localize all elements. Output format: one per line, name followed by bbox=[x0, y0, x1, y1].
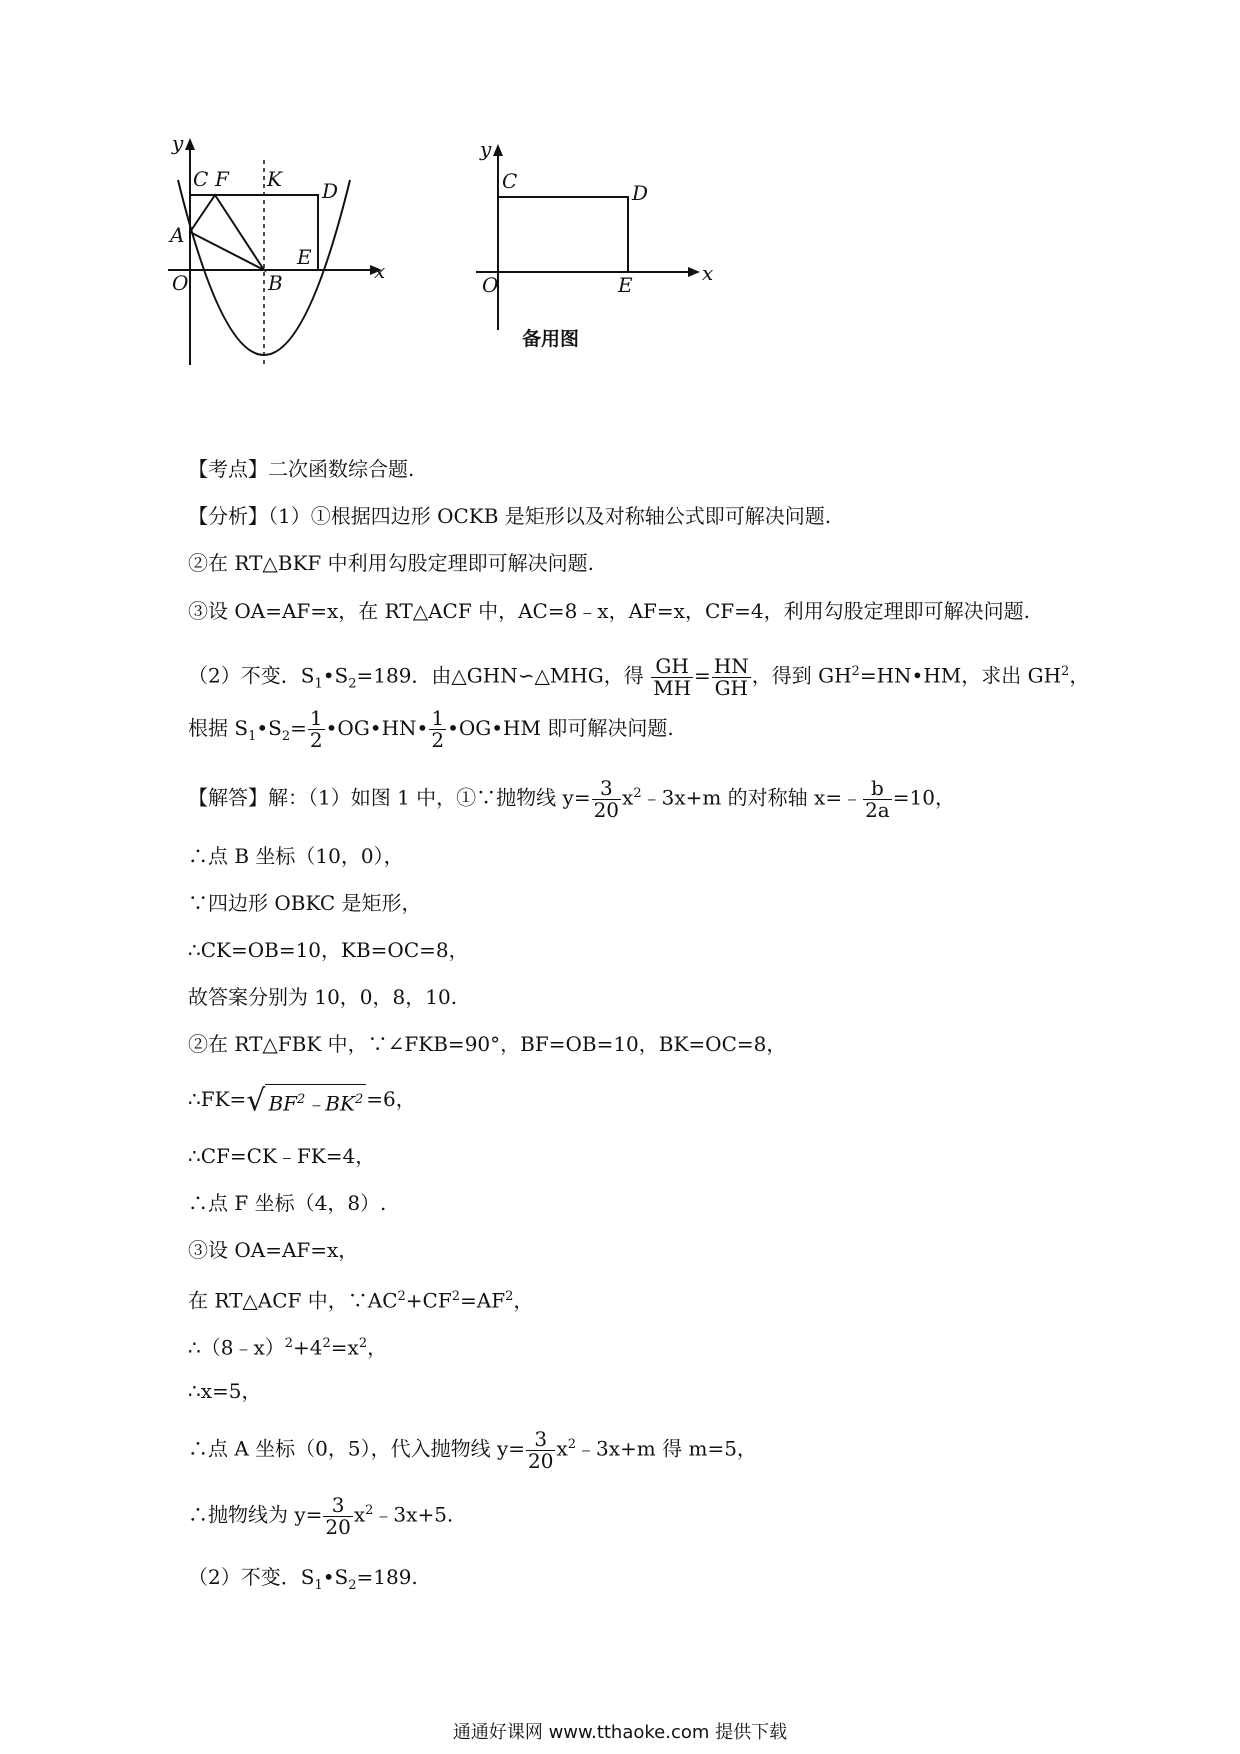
fig2-label-c: C bbox=[502, 169, 518, 193]
fenxi-line-2: ②在 RT△BKF 中利用勾股定理即可解决问题. bbox=[188, 551, 595, 575]
fig1-label-x: x bbox=[374, 259, 386, 283]
jieda-line-rect: ∵四边形 OBKC 是矩形， bbox=[188, 891, 422, 915]
fenxi-line-5: 根据 $S_1•S_2=$ $\frac{1}{2}$ •OG•HN• $\frac{1}{2}$ •OG•HM 即可解决问题. bbox=[188, 706, 674, 752]
jieda-line-ck: ∴CK=OB=10，KB=OC=8， bbox=[188, 938, 469, 962]
fig1-label-c: C bbox=[193, 167, 209, 191]
fenxi-line-4: （2）不变．$S_1•S_2=189$．由△GHN∽△MHG，得 $\frac{GH}{MH}$ = $\frac{HN}{GH}$ ，得到 $GH^2=HN•HM$，求出 $GH^2$， bbox=[188, 653, 1090, 700]
fraction-half-2: $\frac{1}{2}$ bbox=[431, 706, 445, 752]
jieda-line-set: ③设 OA=AF=x， bbox=[188, 1238, 359, 1262]
fig2-x-arrow bbox=[688, 267, 700, 277]
fig2-label-y: y bbox=[480, 137, 492, 161]
figure-1-parabola bbox=[150, 120, 420, 420]
fig2-y-arrow bbox=[493, 144, 503, 156]
fig1-label-k: K bbox=[267, 167, 282, 191]
fig2-label-e: E bbox=[618, 273, 633, 297]
fraction-b-2a: $\frac{b}{2a}$ bbox=[865, 775, 890, 822]
kaodian-line: 【考点】二次函数综合题. bbox=[188, 457, 415, 481]
jieda-line-parabola: ∴抛物线为 y= $\frac{3}{20}$ $x^2﹣3x+5$. bbox=[188, 1492, 454, 1539]
fig2-label-o: O bbox=[482, 273, 499, 297]
jieda-line-ans: 故答案分别为 10，0，8，10. bbox=[188, 985, 458, 1009]
jieda-line-b: ∴点 B 坐标（10，0）， bbox=[188, 844, 404, 868]
fraction-3-20-b: $\frac{3}{20}$ bbox=[528, 1426, 554, 1473]
fig2-rectangle bbox=[498, 197, 628, 272]
fig1-label-f: F bbox=[215, 167, 229, 191]
jieda-line-a: ∴点 A 坐标（0，5），代入抛物线 y= $\frac{3}{20}$ $x^2﹣3x+m$ 得 m=5， bbox=[188, 1426, 757, 1473]
jieda-line-x5: ∴x=5， bbox=[188, 1379, 262, 1403]
fenxi-line-1: 【分析】（1）①根据四边形 OCKB 是矩形以及对称轴公式即可解决问题. bbox=[188, 504, 832, 528]
jieda-line-fk: ∴FK=√ $BF^2﹣BK^2 =6$， bbox=[188, 1077, 1188, 1121]
jieda-line-1: 【解答】解：（1）如图 1 中，①∵抛物线 y= $\frac{3}{20}$ $x^2﹣3x+m$ 的对称轴 x=﹣ $\frac{b}{2a}$ =10， bbox=[188, 775, 955, 822]
fig1-label-e: E bbox=[297, 245, 312, 269]
fig2-label-d: D bbox=[632, 181, 649, 205]
fraction-half-1: $\frac{1}{2}$ bbox=[309, 706, 323, 752]
fig1-label-b: B bbox=[268, 271, 283, 295]
fig1-label-d: D bbox=[322, 179, 339, 203]
jieda-line-acf: 在 RT△ACF 中，$\because AC^2+CF^2=AF^2$， bbox=[188, 1288, 534, 1313]
fig1-label-o: O bbox=[172, 271, 189, 295]
jieda-line-eq: $\therefore(8﹣x)^2+4^2=x^2$， bbox=[188, 1335, 388, 1360]
jieda-line-last: （2）不变．$S_1•S_2=189$. bbox=[188, 1565, 418, 1593]
sqrt-expression: √ $BF^2﹣BK^2$ bbox=[246, 1078, 366, 1124]
jieda-line-cf: ∴CF=CK﹣FK=4， bbox=[188, 1144, 376, 1168]
jieda-line-fbk: ②在 RT△FBK 中，∵∠FKB=90°，BF=OB=10，BK=OC=8， bbox=[188, 1032, 787, 1056]
fig1-label-a: A bbox=[170, 223, 185, 247]
page-footer: 通通好课网 www.tthaoke.com 提供下载 bbox=[452, 1722, 788, 1743]
fig2-label-x: x bbox=[702, 261, 714, 285]
fraction-3-20-c: $\frac{3}{20}$ bbox=[325, 1492, 351, 1539]
fraction-3-20: $\frac{3}{20}$ bbox=[593, 775, 620, 822]
fig2-caption: 备用图 bbox=[522, 328, 580, 350]
fig1-y-arrow bbox=[185, 138, 195, 150]
fenxi-line-3: ③设 OA=AF=x，在 RT△ACF 中，AC=8﹣x，AF=x，CF=4，利用勾股定理即可解决问题. bbox=[188, 599, 1030, 623]
fig1-label-y: y bbox=[172, 131, 184, 155]
fraction-gh-mh: $\frac{GH}{MH}$ bbox=[653, 653, 692, 700]
jieda-line-f: ∴点 F 坐标（4，8）. bbox=[188, 1191, 387, 1215]
fraction-hn-gh: $\frac{HN}{GH}$ bbox=[713, 653, 749, 700]
figure-2-backup bbox=[470, 130, 730, 400]
